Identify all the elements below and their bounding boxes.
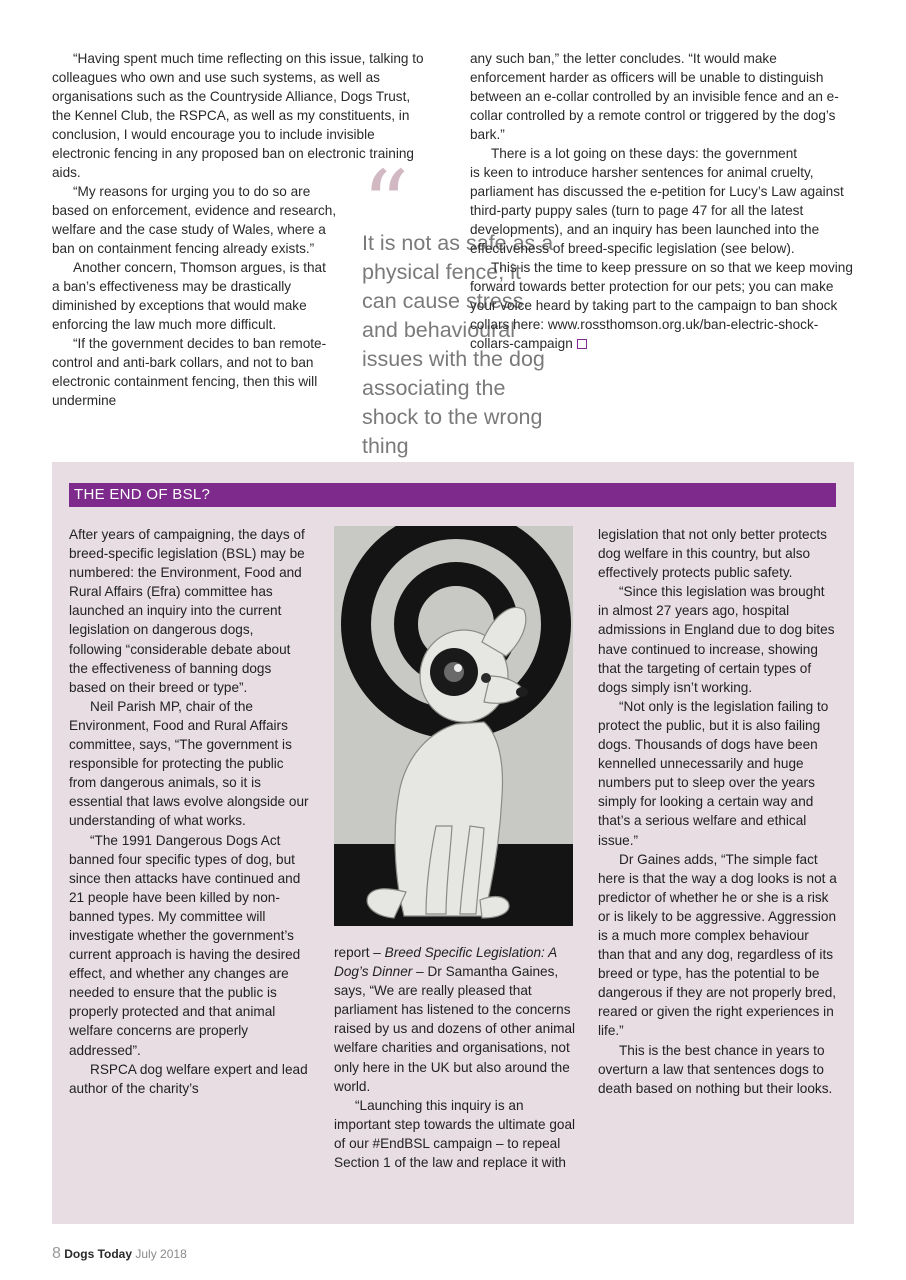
paragraph: “My reasons for urging you to do so are based on enforcement, evidence and research, welfare and the case study of Wales, where a ban on containment fencing already exists.” bbox=[52, 184, 337, 256]
paragraph: is keen to introduce harsher sentences for animal cruelty, parliament has discussed the e-petition for Lucy’s Law against third-party puppy sales (turn to page 47 for all the latest developments), and an inquiry has been launched into the effectiveness of breed-specific legislation (see below). bbox=[470, 165, 844, 256]
article-column-right bbox=[470, 49, 855, 353]
paragraph: “Since this legislation was brought in almost 27 years ago, hospital admissions in England due to dog bites have continued to increase, showing that the targeting of certain types of dogs simply isn’t working. bbox=[598, 584, 835, 695]
paragraph: “The 1991 Dangerous Dogs Act banned four specific types of dog, but since then attacks have continued and 21 people have been killed by non-banned types. My committee will investigate whether the government’s current approach is having the desired effect, and whether any changes are needed to ensure that the public is properly protected and that animal welfare concerns are properly addressed”. bbox=[69, 832, 301, 1058]
paragraph: legislation that not only better protects dog welfare in this country, but also effectively protects public safety. bbox=[598, 527, 827, 581]
paragraph: “If the government decides to ban remote-control and anti-bark collars, and not to ban electronic containment fencing, then this will undermine bbox=[52, 336, 327, 408]
issue-date: July 2018 bbox=[135, 1247, 187, 1261]
page-footer bbox=[52, 1245, 187, 1263]
paragraph: After years of campaigning, the days of breed-specific legislation (BSL) may be numbered: the Environment, Food and Rural Affairs (Efra) committee has launched an inquiry into the current legislation on dangerous dogs, following “considerable debate about the effectiveness of banning dogs based on their breed or type”. bbox=[69, 527, 305, 695]
quote-mark-icon: “ bbox=[362, 165, 410, 227]
report-title: Breed Specific Legislation: A Dog’s Dinner bbox=[334, 945, 557, 980]
paragraph: “Having spent much time reflecting on this issue, talking to colleagues who own and use such systems, as well as organisations such as the Countryside Alliance, Dogs Trust, the Kennel Club, the RSPCA, as well as my constituents, in conclusion, I would encourage you to include invisible electronic fencing in any proposed ban on electronic training aids. bbox=[52, 51, 424, 180]
paragraph: Dr Gaines adds, “The simple fact here is that the way a dog looks is not a predictor of whether he or she is a risk or is likely to be aggressive. Aggression is a much more complex behaviour than that and any dog, regardless of its breed or type, has the potential to be dangerous if they are not properly bred, reared or given the right experiences in life.” bbox=[598, 851, 837, 1039]
paragraph-text: report – bbox=[334, 945, 385, 960]
paragraph: “Not only is the legislation failing to protect the public, but it is also failing dogs. Thousands of dogs have been kennelled unnecessarily and huge numbers put to sleep over the years simply for looking a certain way and that’s a serious welfare and ethical issue.” bbox=[598, 698, 829, 848]
page-number: 8 bbox=[52, 1245, 61, 1262]
paragraph-text: This is the time to keep pressure on so that we keep moving forward towards better protection for our pets; you can make your voice heard by taking part to the campaign to ban shock collars here: www.rossthomson.org.uk/ban-electric-shock-collars-campaign bbox=[470, 260, 853, 351]
paragraph: RSPCA dog welfare expert and lead author of the charity’s bbox=[69, 1061, 308, 1096]
magazine-name: Dogs Today bbox=[64, 1247, 133, 1261]
sidebar-column-1 bbox=[69, 525, 309, 1098]
paragraph-lead: There is a lot going on these days: the government bbox=[491, 146, 798, 161]
paragraph: Neil Parish MP, chair of the Environment, Food and Rural Affairs committee, says, “The government is responsible for protecting the public from dangerous animals, so it is essential that laws evolve alongside our understanding of what works. bbox=[69, 698, 309, 829]
pull-quote-text: It is not as safe as a physical fence; it can cause stress and behavioural issues with the dog associating the shock to the wrong thing bbox=[362, 231, 554, 458]
paragraph: Another concern, Thomson argues, is that a ban’s effectiveness may be drastically diminished by exceptions that would make enforcing the law much more difficult. bbox=[52, 260, 326, 332]
dog-illustration-graphic bbox=[334, 526, 573, 926]
sidebar-column-3 bbox=[598, 525, 838, 1098]
paragraph bbox=[470, 258, 855, 353]
paragraph: This is the best chance in years to overturn a law that sentences dogs to death based on nothing but their looks. bbox=[598, 1042, 833, 1096]
paragraph-text: – Dr Samantha Gaines, says, “We are really pleased that parliament has listened to the concerns raised by us and dozens of other animal welfare charities and organisations, not only here in the UK but also around the world. bbox=[334, 964, 576, 1094]
dog-illustration bbox=[334, 526, 573, 926]
end-mark-icon bbox=[577, 339, 587, 349]
sidebar-title: THE END OF BSL? bbox=[69, 483, 836, 507]
sidebar-column-2 bbox=[334, 943, 579, 1172]
paragraph: “Launching this inquiry is an important step towards the ultimate goal of our #EndBSL campaign – to repeal Section 1 of the law and replace it with bbox=[334, 1097, 576, 1171]
sidebar-box bbox=[52, 462, 854, 1224]
paragraph bbox=[334, 943, 579, 1096]
paragraph: any such ban,” the letter concludes. “It would make enforcement harder as officers will be unable to distinguish between an e-collar controlled by an invisible fence and an e-collar controlled by a remote control or triggered by the dog’s bark.” bbox=[470, 51, 839, 142]
